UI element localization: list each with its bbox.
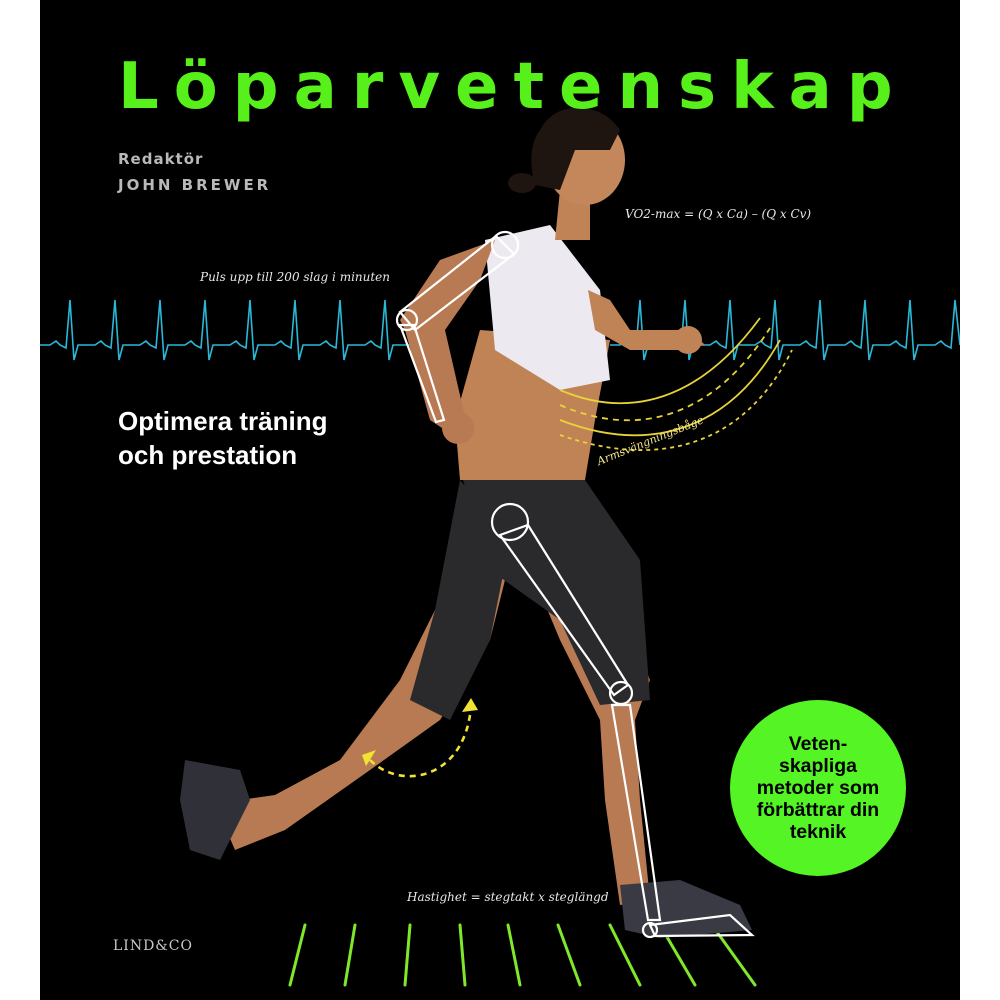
pulse-note: Puls upp till 200 slag i minuten <box>200 270 391 284</box>
promo-badge-text: Veten- skapliga metoder som förbättrar din teknik <box>756 733 880 843</box>
promo-badge <box>730 700 906 876</box>
speed-formula-note: Hastighet = stegtakt x steglängd <box>407 890 609 904</box>
editor-name: JOHN BREWER <box>118 176 272 194</box>
editor-label: Redaktör <box>118 150 204 168</box>
runner-figure-icon <box>180 108 752 939</box>
book-title: Löparvetenskap <box>118 50 908 124</box>
book-subtitle: Optimera träning och prestation <box>118 406 328 470</box>
publisher-logo: LIND&CO <box>113 938 193 954</box>
arm-swing-note: Armsvängningsbåge <box>595 413 706 468</box>
book-cover <box>40 0 960 1000</box>
vo2-formula-note: VO2-max = (Q x Ca) – (Q x Cv) <box>625 207 812 221</box>
